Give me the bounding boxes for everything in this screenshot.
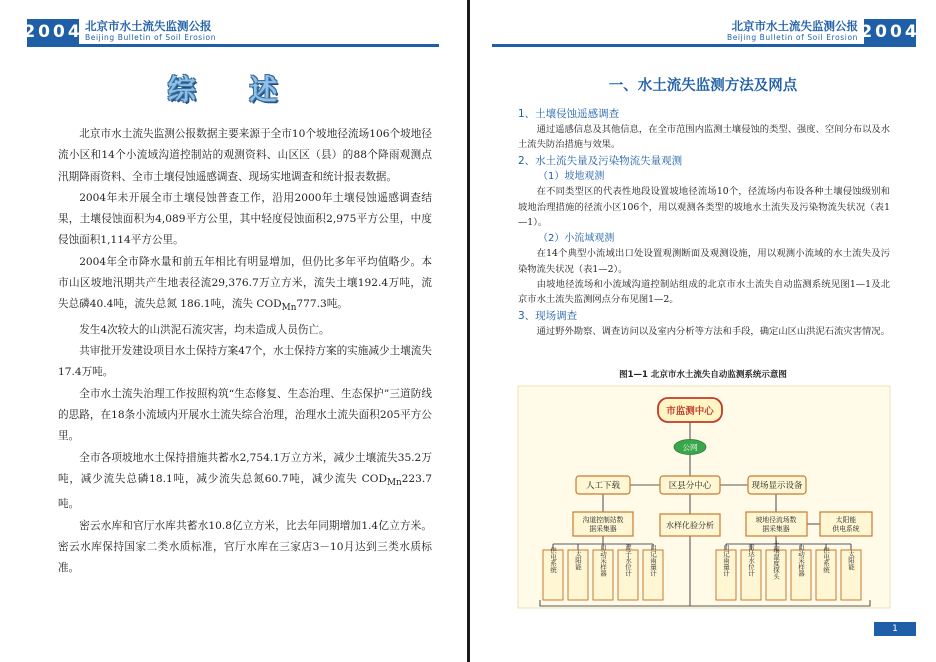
sensor-label: 供电系统 <box>549 547 557 573</box>
paragraph: 由坡地径流场和小流域沟道控制站组成的北京市水土流失自动监测系统见图1—1及北京市水土流失监测网点分布见图1—2。 <box>518 279 890 306</box>
slope-collector-label-2: 据采集器 <box>762 525 790 533</box>
paragraph: 共审批开发建设项目水土保持方案47个，水土保持方案的实施减少土壤流失17.4万吨。 <box>58 345 432 379</box>
paragraph: 全市水土流失治理工作按照构筑“生态修复、生态治理、生态保护”三道防线的思路，在18条小流域内开展水土流失综合治理，治理水土流失面积205平方公里。 <box>58 387 432 443</box>
solar-power-label-1: 太阳能 <box>835 516 857 524</box>
paragraph: 2004年未开展全市土壤侵蚀普查工作，沿用2000年土壤侵蚀遥感调查结果，土壤侵蚀面积为4,089平方公里，其中轻度侵蚀面积2,975平方公里，中度侵蚀面积1,114平方公里。 <box>58 191 432 247</box>
manual-download-label: 人工下载 <box>585 481 621 491</box>
year-badge: 2004 <box>864 19 916 45</box>
page-title: 综 述 <box>167 73 300 106</box>
heading-remote-sensing: 1、土壤侵蚀遥感调查 <box>518 108 620 120</box>
gully-sensor-group <box>543 542 663 600</box>
header-rule <box>27 44 439 47</box>
network-label: 公网 <box>682 443 698 452</box>
district-center-label: 区县分中心 <box>668 481 712 491</box>
left-page <box>0 0 467 662</box>
solar-power-label-2: 供电系统 <box>832 525 860 533</box>
heading-watershed-observation: （2）小流域观测 <box>538 232 615 244</box>
paragraph: 2004年全市降水量和前五年相比有明显增加，但仍比多年平均值略少。本市山区坡地汛期共产生地表径流29,376.7万立方米，流失土壤192.4万吨，流失总磷40.4吨，流失总氮 186.1吨，流失 $COD_{Mn}777.3$吨。 <box>58 255 432 314</box>
paragraph: 发生4次较大的山洪泥石流灾害，均未造成人员伤亡。 <box>79 323 330 336</box>
paragraph: 通过遥感信息及其他信息，在全市范围内监测土壤侵蚀的类型、强度、空间分布以及水土流失防治措施与效果。 <box>518 124 890 151</box>
paragraph: 在14个典型小流域出口处设置观测断面及观测设施，用以观测小流域的水土流失及污染物流失状况（表1—2）。 <box>518 248 890 275</box>
paragraph: 密云水库和官厅水库共蓄水10.8亿立方米，比去年同期增加1.4亿立方米。密云水库保持国家二类水质标准，官厅水库在三家店3－10月达到三类水质标准。 <box>58 519 432 575</box>
gully-collector-label-2: 据采集器 <box>589 525 617 533</box>
year-badge: 2004 <box>27 19 79 45</box>
figure-caption: 图1—1 北京市水土流失自动监测系统示意图 <box>619 370 787 380</box>
methods-body <box>518 106 890 339</box>
sensor-label: 浮子水位计 <box>624 543 632 577</box>
right-header <box>721 14 920 48</box>
sensor-label: 自记雨量计 <box>722 543 730 577</box>
city-center-label: 市监测中心 <box>666 406 714 417</box>
header-rule <box>492 44 916 47</box>
sensor-label: 自动采样器 <box>797 543 805 577</box>
paragraph: 北京市水土流失监测公报数据主要来源于全市10个坡地径流场106个坡地径流小区和14个小流域沟道控制站的观测资料、山区区（县）的88个降雨观测点汛期降雨资料、全市土壤侵蚀遥感调查、现场实地调查和统计报表数据。 <box>58 128 432 183</box>
summary-body <box>58 124 432 579</box>
paragraph: 在不同类型区的代表性地段设置坡地径流场10个，径流场内布设各种土壤侵蚀级别和坡地治理措施的径流小区106个，用以观测各类型的坡地水土流失及污染物流失状况（表1—1）。 <box>518 186 890 229</box>
sensor-label: 供电系统 <box>822 547 830 573</box>
heading-loss-observation: 2、水土流失量及污染物流失量观测 <box>518 154 683 167</box>
paragraph: 全市各项坡地水土保持措施共蓄水2,754.1万立方米，减少土壤流失35.2万吨，减少流失总磷18.1吨，减少流失总氮60.7吨，减少流失 $COD_{Mn}223.7$吨。 <box>58 451 432 511</box>
sensor-label: 自记雨量计 <box>649 543 657 577</box>
header-title-en: Beijing Bulletin of Soil Erosion <box>85 33 217 42</box>
sensor-label: 太阳能 <box>574 550 582 570</box>
monitoring-system-diagram <box>470 380 936 612</box>
section-title: 一、水土流失监测方法及网点 <box>608 78 798 94</box>
sensor-label: 自动采样器 <box>599 543 607 577</box>
heading-slope-observation: （1）坡地观测 <box>538 170 605 182</box>
page-number: 1 <box>874 622 916 636</box>
heading-field-survey: 3、现场调查 <box>518 309 578 322</box>
header-text <box>721 14 864 48</box>
header-title-en: Beijing Bulletin of Soil Erosion <box>726 33 858 42</box>
sensor-label: 土壤湿度探头 <box>772 540 780 580</box>
right-page <box>470 0 936 662</box>
header-title-cn: 北京市水土流失监测公报 <box>85 19 212 33</box>
slope-collector-label-1: 坡地径流场数 <box>755 516 797 524</box>
onsite-display-label: 现场显示设备 <box>751 481 803 491</box>
header-text <box>79 14 222 48</box>
gully-collector-label-1: 沟道控制站数 <box>582 516 624 524</box>
water-lab-label: 水样化验分析 <box>666 521 714 530</box>
sensor-label: 雷达水位计 <box>747 543 755 577</box>
header-title-cn: 北京市水土流失监测公报 <box>731 19 858 33</box>
left-header <box>23 14 222 48</box>
paragraph: 通过野外勘察、调查访问以及室内分析等方法和手段，确定山区山洪泥石流灾害情况。 <box>536 325 890 337</box>
sensor-label: 太阳能 <box>847 550 855 570</box>
